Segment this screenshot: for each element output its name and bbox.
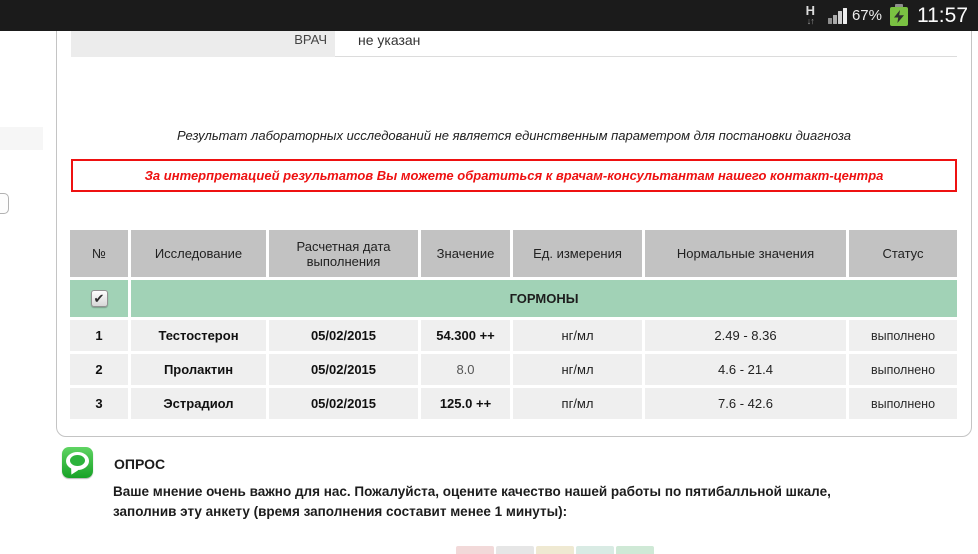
group-checkbox[interactable]: ✔: [91, 290, 108, 307]
doctor-value: не указан: [358, 31, 421, 48]
row3-test-name[interactable]: Эстрадиол: [131, 388, 266, 419]
row3-num: 3: [70, 388, 128, 419]
col-header-num: №: [70, 230, 128, 277]
row3-date: 05/02/2015: [269, 388, 418, 419]
col-header-status: Статус: [849, 230, 957, 277]
background-fragment: [0, 127, 43, 150]
row2-test-name[interactable]: Пролактин: [131, 354, 266, 385]
row2-num: 2: [70, 354, 128, 385]
rating-scale-buttons[interactable]: [456, 546, 654, 554]
group-checkbox-cell: [70, 280, 128, 317]
signal-strength-icon: [827, 8, 847, 24]
row3-unit: пг/мл: [513, 388, 642, 419]
row3-value: 125.0 ++: [421, 388, 510, 419]
survey-line2: заполнив эту анкету (время заполнения составит менее 1 минуты):: [113, 504, 568, 519]
row1-test-name[interactable]: Тестостерон: [131, 320, 266, 351]
network-type-label: H: [805, 3, 815, 18]
consult-alert-text: За интерпретацией результатов Вы можете обратиться к врачам-консультантам нашего контакт-центра: [144, 168, 884, 183]
row1-date: 05/02/2015: [269, 320, 418, 351]
rating-button-top[interactable]: [496, 546, 534, 554]
consult-alert-box: [71, 159, 957, 192]
row2-normal-range: 4.6 - 21.4: [645, 354, 846, 385]
lab-disclaimer-text: Результат лабораторных исследований не является единственным параметром для постановки диагноза: [176, 128, 852, 143]
rating-button-top[interactable]: [456, 546, 494, 554]
status-bar-clock: 11:57: [917, 3, 968, 27]
rating-button-top[interactable]: [536, 546, 574, 554]
battery-percent-label: 67%: [851, 7, 882, 24]
android-status-bar: [0, 0, 978, 31]
lab-results-table: [70, 230, 957, 419]
rating-button-top[interactable]: [616, 546, 654, 554]
row3-normal-range: 7.6 - 42.6: [645, 388, 846, 419]
col-header-unit: Ед. измерения: [513, 230, 642, 277]
group-header-hormones: ГОРМОНЫ: [131, 280, 957, 317]
survey-line1: Ваше мнение очень важно для нас. Пожалуйста, оцените качество нашей работы по пятибалльной шкале,: [113, 484, 831, 499]
col-header-normal: Нормальные значения: [645, 230, 846, 277]
col-header-test: Исследование: [131, 230, 266, 277]
doctor-label: ВРАЧ: [71, 22, 335, 57]
survey-title: ОПРОС: [114, 456, 166, 472]
hspa-network-icon: [806, 5, 815, 26]
survey-description: [113, 482, 893, 522]
row1-num: 1: [70, 320, 128, 351]
row2-value: 8.0: [421, 354, 510, 385]
battery-charging-icon: [889, 4, 909, 27]
row1-value: 54.300 ++: [421, 320, 510, 351]
row1-normal-range: 2.49 - 8.36: [645, 320, 846, 351]
col-header-value: Значение: [421, 230, 510, 277]
offscreen-panel-edge: [0, 193, 9, 214]
row2-unit: нг/мл: [513, 354, 642, 385]
row2-status: выполнено: [849, 354, 957, 385]
data-transfer-arrows-icon: ↓↑: [806, 16, 814, 26]
row1-status: выполнено: [849, 320, 957, 351]
col-header-date: Расчетная дата выполнения: [269, 230, 418, 277]
rating-button-top[interactable]: [576, 546, 614, 554]
row3-status: выполнено: [849, 388, 957, 419]
chat-bubble-icon: [62, 447, 93, 478]
row2-date: 05/02/2015: [269, 354, 418, 385]
row1-unit: нг/мл: [513, 320, 642, 351]
